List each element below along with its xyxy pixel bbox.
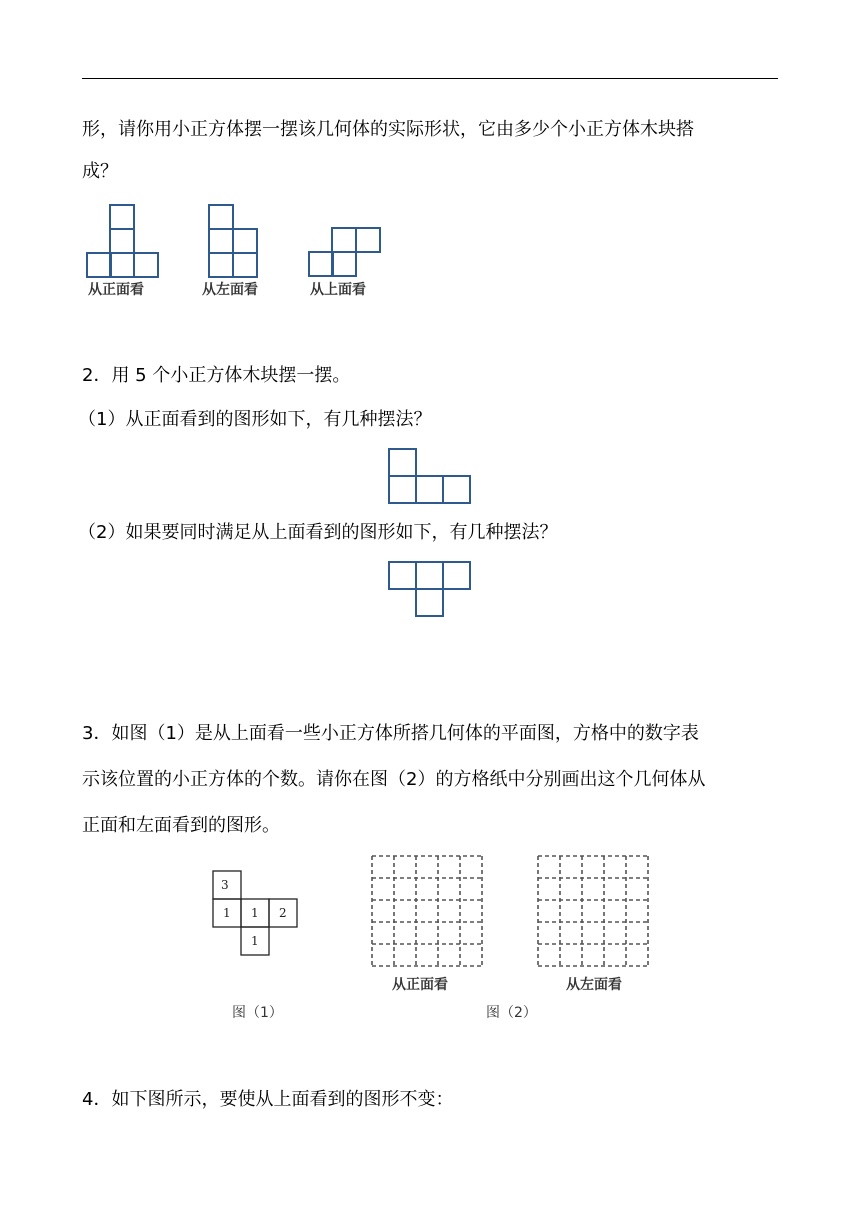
q3-plan-figure bbox=[212, 870, 300, 960]
q3-front-grid bbox=[371, 855, 483, 970]
header-rule bbox=[82, 78, 778, 79]
plan-number: 1 bbox=[223, 906, 231, 920]
q3-fig2-caption: 图（2） bbox=[486, 1005, 537, 1021]
q3-left-grid-label: 从左面看 bbox=[566, 977, 622, 993]
q1-left-view bbox=[208, 204, 260, 278]
q1-front-view bbox=[86, 204, 162, 278]
q1-text-line2: 成？ bbox=[82, 161, 118, 182]
q4-text-line1: 4．如下图所示，要使从上面看到的图形不变： bbox=[82, 1089, 454, 1110]
q1-front-caption: 从正面看 bbox=[88, 282, 144, 298]
plan-number: 1 bbox=[251, 934, 259, 948]
q1-left-caption: 从左面看 bbox=[202, 282, 258, 298]
q2-sub2: （2）如果要同时满足从上面看到的图形如下，有几种摆法？ bbox=[78, 522, 558, 543]
q3-fig1-caption: 图（1） bbox=[232, 1005, 283, 1021]
plan-number: 3 bbox=[221, 878, 229, 892]
q1-top-view bbox=[308, 227, 384, 277]
q2-front-view bbox=[388, 448, 472, 504]
q1-text-line1: 形，请你用小正方体摆一摆该几何体的实际形状，它由多少个小正方体木块搭 bbox=[82, 119, 694, 140]
q2-top-view bbox=[388, 561, 472, 617]
q2-title: 2．用 5 个小正方体木块摆一摆。 bbox=[82, 365, 351, 386]
q3-front-grid-label: 从正面看 bbox=[392, 977, 448, 993]
q3-text-line2: 示该位置的小正方体的个数。请你在图（2）的方格纸中分别画出这个几何体从 bbox=[82, 769, 706, 790]
plan-number: 1 bbox=[251, 906, 259, 920]
q2-sub1: （1）从正面看到的图形如下，有几种摆法？ bbox=[78, 409, 432, 430]
q1-top-caption: 从上面看 bbox=[310, 282, 366, 298]
q3-left-grid bbox=[537, 855, 649, 970]
q3-text-line3: 正面和左面看到的图形。 bbox=[82, 815, 280, 836]
q3-text-line1: 3．如图（1）是从上面看一些小正方体所搭几何体的平面图，方格中的数字表 bbox=[82, 723, 699, 744]
plan-number: 2 bbox=[279, 906, 287, 920]
